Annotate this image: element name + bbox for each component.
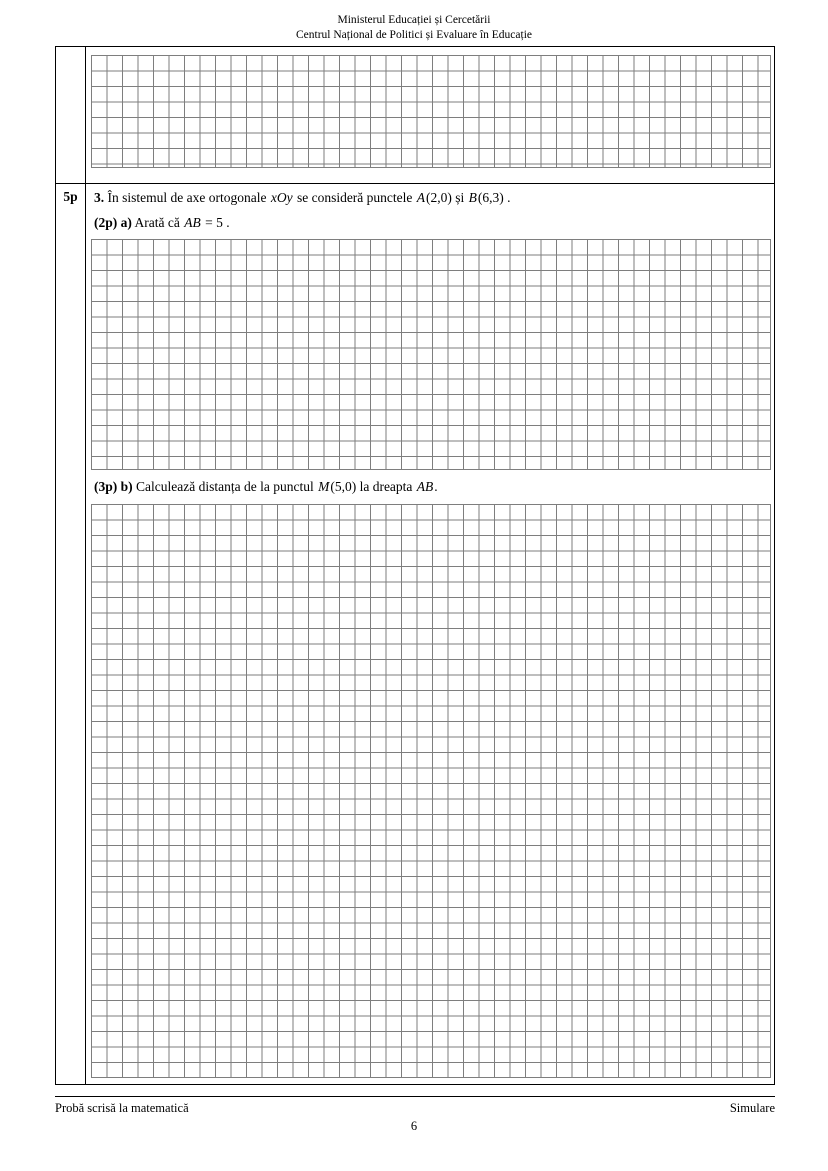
math-point-b-coords: (6,3) <box>477 190 504 205</box>
math-point-m-letter: M <box>318 478 330 494</box>
part-b-text-1: Calculează distanța de la punctul <box>136 478 314 494</box>
part-b-end: . <box>434 478 438 494</box>
part-a-text-1: Arată că <box>134 214 180 230</box>
part-b-text-2: la dreapta <box>359 478 413 494</box>
page-number: 6 <box>410 1119 418 1133</box>
document-header <box>0 13 828 43</box>
math-point-a-coords: (2,0) <box>426 190 452 205</box>
footer-divider <box>55 1096 775 1097</box>
answer-grid-part-a <box>91 239 771 470</box>
statement-text-1: În sistemul de axe ortogonale <box>107 190 267 205</box>
table-row-grid-continuation <box>56 47 774 184</box>
part-a-end: . <box>226 214 230 230</box>
math-point-m-coords: (5,0) <box>330 478 357 494</box>
math-xoy: xOy <box>270 190 293 205</box>
answer-table <box>55 46 775 1085</box>
math-point-a-letter: A <box>416 190 426 205</box>
statement-text-2: se consideră punctele <box>296 190 413 205</box>
problem-content-cell <box>86 184 774 1084</box>
problem-number: 3. <box>94 190 105 205</box>
grid-continuation-cell <box>86 47 774 183</box>
header-ministry-line: Ministerul Educației și Cercetării <box>337 14 491 26</box>
answer-grid-part-b <box>91 504 771 1078</box>
part-b-label: (3p) b) <box>94 478 133 494</box>
answer-grid-continuation <box>91 55 771 168</box>
table-row-problem-3 <box>56 184 774 1084</box>
part-b-statement <box>86 478 774 497</box>
math-ab-2: AB <box>416 478 434 494</box>
part-a-label: (2p) a) <box>94 214 132 230</box>
part-a-statement <box>86 214 774 233</box>
footer <box>55 1101 775 1116</box>
statement-text-3: și <box>455 190 465 205</box>
statement-end: . <box>507 190 511 205</box>
math-point-b-letter: B <box>468 190 477 205</box>
math-ab: AB <box>184 214 201 230</box>
header-center-line: Centrul Național de Politici și Evaluare în Educație <box>295 28 532 41</box>
score-cell <box>56 184 86 1084</box>
part-a-equation: = 5 <box>205 214 223 230</box>
score-cell-empty <box>56 47 86 183</box>
footer-left-text: Probă scrisă la matematică <box>55 1101 189 1115</box>
points-label: 5p <box>63 189 78 204</box>
problem-statement <box>86 189 774 208</box>
footer-right-text: Simulare <box>729 1101 775 1115</box>
